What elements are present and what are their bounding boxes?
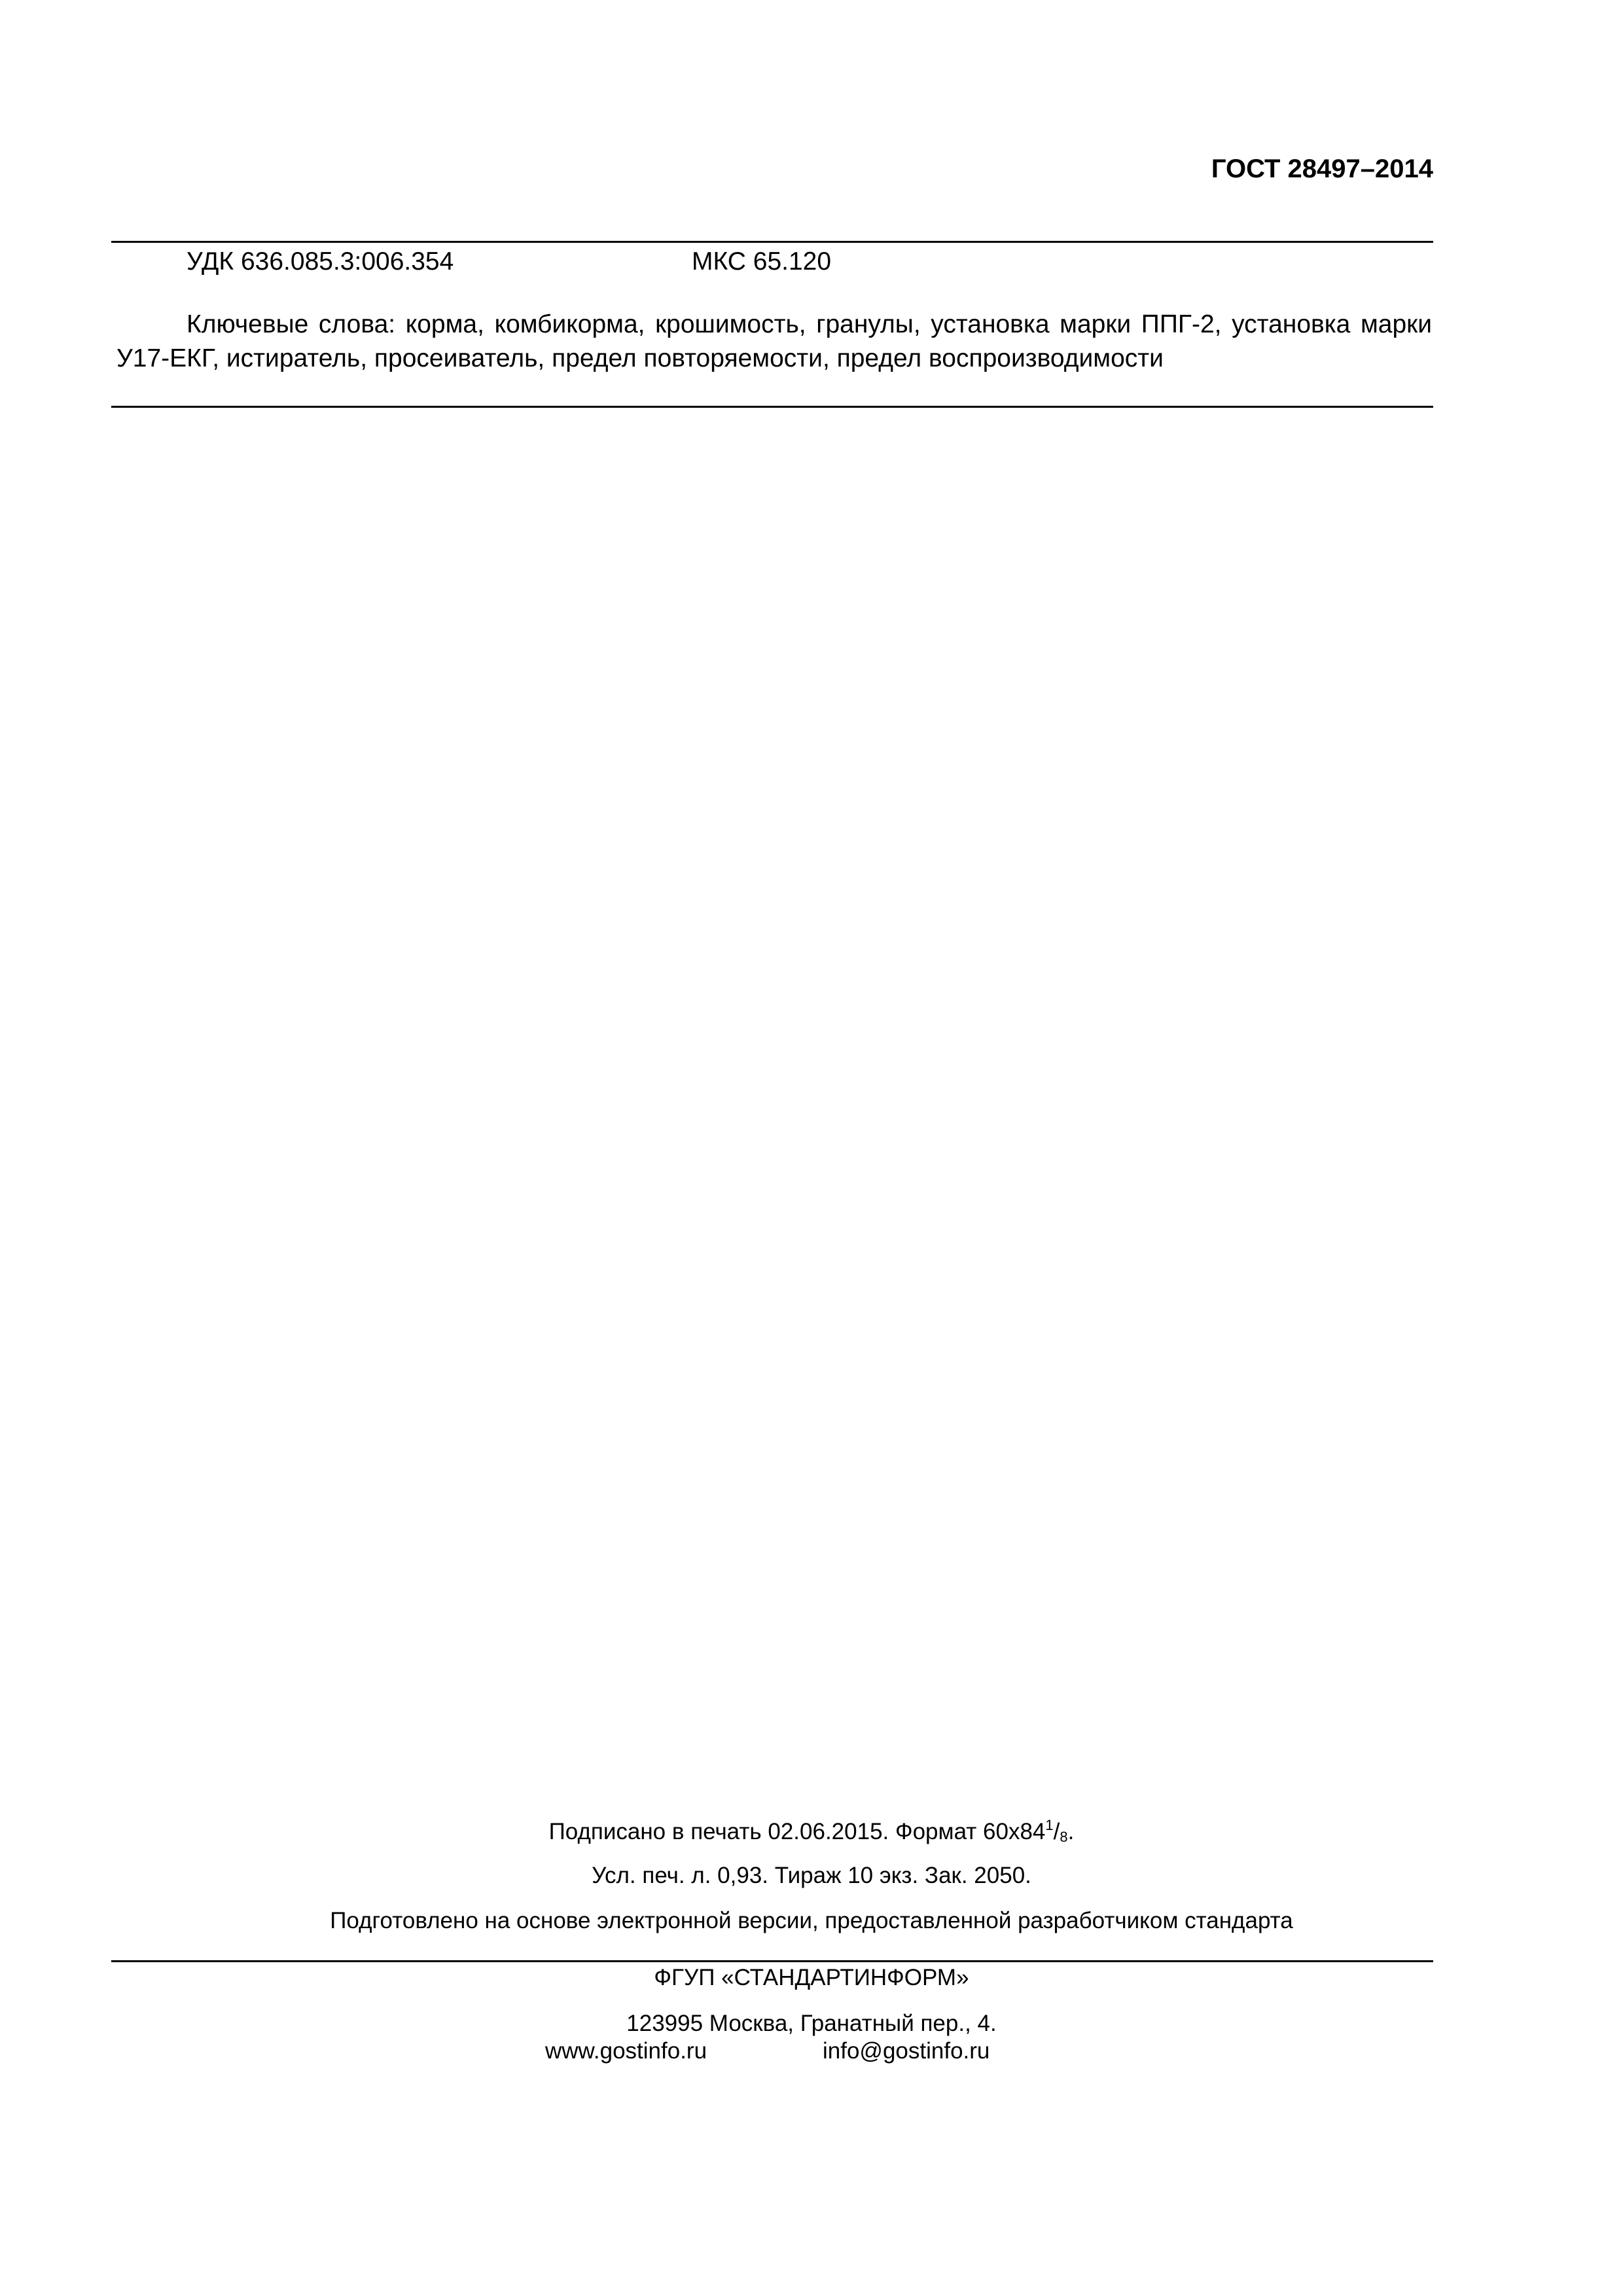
signed-for-print: Подписано в печать 02.06.2015. Формат $60х84^1/_8$. [548,1817,1075,1845]
format-numerator: 1 [1045,1817,1054,1833]
publisher-address: 123995 Москва, Гранатный пер., 4. [626,2011,997,2036]
keywords-divider [111,406,1433,408]
publisher-website[interactable]: www.gostinfo.ru [545,2038,707,2064]
publisher-name: ФГУП «СТАНДАРТИНФОРМ» [654,1965,969,1990]
signed-text: Подписано в печать 02.06.2015. Формат 60х84 [548,1819,1046,1844]
prepared-note: Подготовлено на основе электронной версии, предоставленной разработчиком стандарта [330,1908,1293,1933]
keywords-paragraph: Ключевые слова: корма, комбикорма, крошимость, гранулы, установка марки ППГ-2, установка марки У17-ЕКГ, истиратель, просеиватель, предел повторяемости, предел воспроизводимости [116,310,1432,372]
format-tail: . [1067,1819,1075,1844]
standard-number: ГОСТ 28497–2014 [1211,154,1433,183]
format-denominator: 8 [1060,1829,1068,1845]
mks-code: МКС 65.120 [692,247,832,276]
publisher-email[interactable]: info@gostinfo.ru [823,2038,990,2064]
print-info: Усл. печ. л. 0,93. Тираж 10 экз. Зак. 2050. [592,1863,1031,1888]
top-divider [111,241,1433,243]
publisher-divider [111,1960,1433,1962]
udk-code: УДК 636.085.3:006.354 [187,247,454,276]
